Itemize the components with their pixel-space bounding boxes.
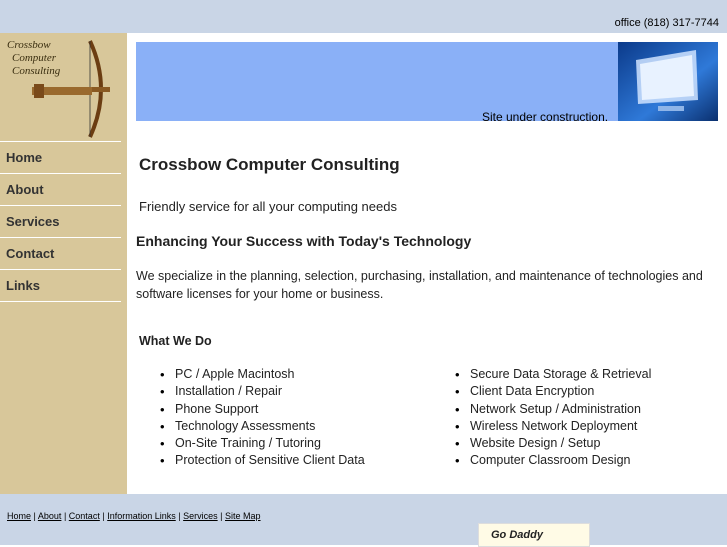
services-list-left (160, 366, 365, 470)
nav-links[interactable]: Links (0, 269, 121, 301)
computer-monitor-icon (618, 42, 718, 121)
header-banner (136, 42, 718, 124)
footer-separator: | (63, 511, 67, 521)
footer-separator: | (102, 511, 105, 521)
tagline: Friendly service for all your computing needs (139, 199, 397, 214)
crossbow-stock-icon (32, 83, 92, 99)
list-item: • Website Design / Setup (455, 435, 651, 452)
crossbow-logo[interactable] (4, 37, 124, 137)
construction-notice: Site under construction. (482, 110, 609, 124)
logo-line-3: Consulting (12, 65, 61, 77)
intro-paragraph: We specialize in the planning, selection, purchasing, installation, and maintenance of technologies and software licenses for your home or business. (136, 269, 703, 301)
list-item: • Protection of Sensitive Client Data (160, 452, 365, 469)
footer-link-sitemap[interactable]: Site Map (225, 511, 261, 521)
footer-link-information[interactable]: Information Links (107, 511, 176, 521)
sidebar-nav (0, 141, 121, 303)
what-we-do-heading: What We Do (139, 334, 212, 348)
top-bar (0, 0, 727, 33)
list-item: • Phone Support (160, 401, 365, 418)
logo-line-2: Computer (12, 52, 56, 64)
footer-link-about[interactable]: About (37, 511, 62, 521)
logo-line-1: Crossbow (7, 39, 51, 51)
godaddy-badge-text: Go Daddy (491, 529, 543, 541)
footer-separator: | (220, 511, 223, 521)
footer-separator: | (33, 511, 36, 521)
list-item: • Client Data Encryption (455, 383, 651, 400)
sidebar (0, 33, 127, 494)
services-list-right (455, 366, 651, 470)
footer-links (7, 511, 261, 521)
list-item: • Wireless Network Deployment (455, 418, 651, 435)
nav-services[interactable]: Services (0, 205, 121, 237)
page-title: Crossbow Computer Consulting (139, 155, 400, 174)
list-item: • Technology Assessments (160, 418, 365, 435)
list-item: • PC / Apple Macintosh (160, 366, 365, 383)
list-item: • Secure Data Storage & Retrieval (455, 366, 651, 383)
office-phone: office (818) 317-7744 (614, 17, 719, 29)
nav-about[interactable]: About (0, 173, 121, 205)
footer-link-services[interactable]: Services (183, 511, 218, 521)
list-item: • On-Site Training / Tutoring (160, 435, 365, 452)
footer-separator: | (178, 511, 181, 521)
footer-link-home[interactable]: Home (7, 511, 32, 521)
godaddy-badge[interactable] (478, 523, 590, 547)
list-item: • Network Setup / Administration (455, 401, 651, 418)
footer-link-contact[interactable]: Contact (68, 511, 100, 521)
footer (0, 494, 727, 545)
nav-home[interactable]: Home (0, 141, 121, 173)
list-item: • Computer Classroom Design (455, 452, 651, 469)
list-item: • Installation / Repair (160, 383, 365, 400)
nav-contact[interactable]: Contact (0, 237, 121, 269)
section-heading: Enhancing Your Success with Today's Technology (136, 233, 472, 249)
